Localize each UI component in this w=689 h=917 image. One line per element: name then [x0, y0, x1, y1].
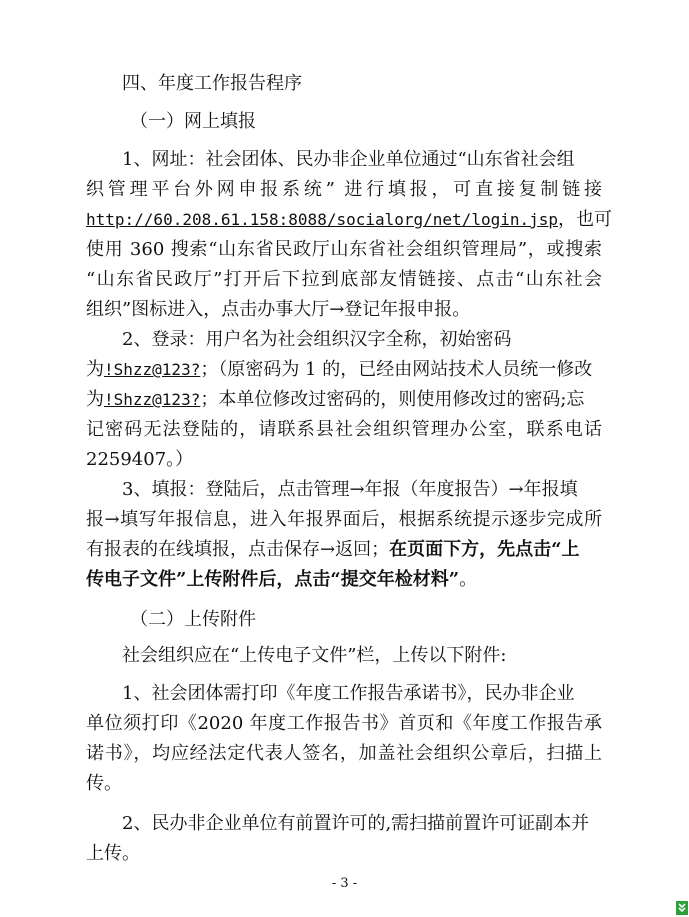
initial-password: !Shzz@123?	[104, 360, 201, 379]
paragraph-3-line-2: 报→填写年报信息，进入年报界面后，根据系统提示逐步完成所	[86, 509, 602, 530]
paragraph-3-line-3	[86, 535, 602, 565]
paragraph-1-line-4: 使用 360 搜索“山东省民政厅山东省社会组织管理局”，或搜索	[86, 239, 602, 260]
paragraph-2-line-2-tail: ；（原密码为 1 的，已经由网站技术人员统一修改	[200, 359, 593, 380]
paragraph-1-line-3-tail: ，也可	[558, 209, 613, 230]
subsection-title-online: （一）网上填报	[130, 111, 256, 132]
paragraph-3-line-1: 3、填报：登陆后，点击管理→年报（年度报告）→年报填	[122, 479, 578, 500]
paragraph-2-line-5: 2259407。）	[86, 449, 194, 470]
paragraph-5-line-4: 传。	[86, 773, 122, 794]
paragraph-5-line-1: 1、社会团体需打印《年度工作报告承诺书》，民办非企业	[122, 683, 575, 704]
paragraph-1-line-1: 1、网址：社会团体、民办非企业单位通过“山东省社会组	[122, 149, 575, 170]
paragraph-1-line-2: 织管理平台外网申报系统” 进行填报，可直接复制链接	[86, 179, 602, 200]
paragraph-3-line-4	[86, 565, 602, 595]
paragraph-2-line-3	[86, 385, 602, 415]
paragraph-6-line-2: 上传。	[86, 843, 140, 864]
paragraph-1-line-6: 组织”图标进入，点击办事大厅→登记年报申报。	[86, 299, 471, 320]
paragraph-2-prefix-a: 为	[86, 359, 104, 380]
paragraph-3-line-3-bold: 在页面下方，先点击“上	[389, 539, 580, 560]
paragraph-5-line-2: 单位须打印《2020 年度工作报告书》首页和《年度工作报告承	[86, 713, 602, 734]
login-url-link[interactable]: http://60.208.61.158:8088/socialorg/net/login.jsp	[86, 210, 559, 229]
paragraph-3-line-4-tail: 。	[459, 569, 478, 590]
download-corner-icon[interactable]	[676, 901, 688, 915]
paragraph-3-line-4-bold: 传电子文件”上传附件后，点击“提交年检材料”	[86, 569, 460, 590]
page-number: - 3 -	[331, 876, 358, 891]
section-title: 四、年度工作报告程序	[122, 73, 302, 94]
paragraph-2-line-3-tail: ；本单位修改过密码的，则使用修改过的密码;忘	[200, 389, 585, 410]
reset-password: !Shzz@123?	[104, 390, 201, 409]
paragraph-1-line-5: “山东省民政厅”打开后下拉到底部友情链接、点击“山东社会	[86, 269, 602, 290]
paragraph-1-line-3	[86, 205, 613, 235]
paragraph-5-line-3: 诺书》，均应经法定代表人签名，加盖社会组织公章后，扫描上	[86, 743, 602, 764]
subsection-title-attachments: （二）上传附件	[130, 609, 256, 630]
paragraph-2-prefix-b: 为	[86, 389, 104, 410]
paragraph-2-line-2	[86, 355, 602, 385]
paragraph-4: 社会组织应在“上传电子文件”栏，上传以下附件:	[122, 645, 507, 666]
paragraph-2-line-1: 2、登录：用户名为社会组织汉字全称，初始密码	[122, 329, 512, 350]
paragraph-2-line-4: 记密码无法登陆的，请联系县社会组织管理办公室，联系电话	[86, 419, 602, 440]
paragraph-3-line-3-plain: 有报表的在线填报，点击保存→返回；	[86, 539, 390, 560]
paragraph-6-line-1: 2、民办非企业单位有前置许可的,需扫描前置许可证副本并	[122, 813, 590, 834]
